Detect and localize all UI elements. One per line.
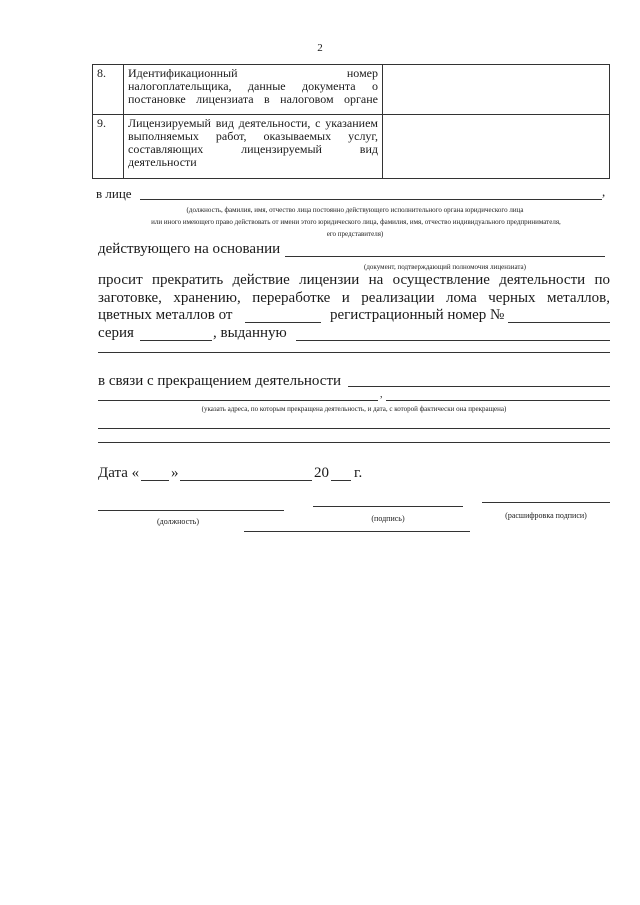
termination-hint: (указать адреса, по которым прекращена деятельность, и дата, с которой фактически она прекращена) (201, 405, 507, 413)
position-hint: (должность) (157, 517, 199, 526)
termination-field-3[interactable] (98, 428, 610, 429)
page-number: 2 (317, 42, 323, 54)
in-person-comma: , (602, 184, 606, 199)
date-year-suffix: г. (354, 465, 363, 481)
termination-field-2b[interactable] (386, 400, 610, 401)
registration-number-field[interactable] (508, 322, 610, 323)
table-row (93, 115, 610, 179)
date-year-prefix: 20 (314, 465, 329, 481)
request-line-3b: регистрационный номер № (330, 307, 505, 323)
signature-extra-line[interactable] (244, 531, 470, 532)
in-person-hint-1: (должность, фамилия, имя, отчество лица постоянно действующего исполнительного органа юридического лица (186, 206, 524, 214)
row-description: Идентификационный номер налогоплательщика, данные документа о постановке лицензиата в налоговом органе (124, 65, 383, 115)
series-field[interactable] (140, 340, 212, 341)
position-field[interactable] (98, 510, 284, 511)
acting-basis-label: действующего на основании (98, 241, 281, 257)
acting-basis-field[interactable] (285, 256, 605, 257)
termination-field-4[interactable] (98, 442, 610, 443)
issued-by-field[interactable] (296, 340, 610, 341)
table-row (93, 65, 610, 115)
in-person-hint-2: или иного имеющего право действовать от имени этого юридического лица, фамилия, имя, отчество индивидуального предпринимателя, (151, 218, 561, 226)
signature-decoding-field[interactable] (482, 502, 610, 503)
row-number: 8. (93, 65, 124, 115)
issued-label: , выданную (213, 325, 287, 341)
row-value-cell[interactable] (383, 115, 610, 179)
date-month-field[interactable] (180, 480, 312, 481)
issued-by-continuation[interactable] (98, 352, 610, 353)
license-info-table (92, 64, 610, 179)
date-label: Дата « (98, 465, 140, 481)
acting-basis-hint: (документ, подтверждающий полномочия лицензиата) (364, 263, 526, 271)
row-description: Лицензируемый вид деятельности, с указанием выполняемых работ, оказываемых услуг, составляющих лицензируемый вид деятельности (124, 115, 383, 179)
termination-field-2a[interactable] (98, 400, 378, 401)
in-person-label: в лице (96, 186, 132, 201)
row-value-cell[interactable] (383, 65, 610, 115)
row-number: 9. (93, 115, 124, 179)
request-line-2: заготовке, хранению, переработке и реализации лома черных металлов, (98, 290, 610, 306)
termination-comma: , (380, 389, 383, 400)
series-label: серия (98, 325, 134, 341)
date-year-field[interactable] (331, 480, 351, 481)
termination-field[interactable] (348, 386, 610, 387)
signature-field[interactable] (313, 506, 463, 507)
date-day-field[interactable] (141, 480, 169, 481)
signature-hint: (подпись) (371, 514, 405, 523)
license-date-field[interactable] (245, 322, 321, 323)
termination-label: в связи с прекращением деятельности (98, 373, 342, 389)
request-line-3a: цветных металлов от (98, 307, 233, 323)
in-person-hint-3: его представителя) (326, 230, 384, 238)
in-person-field[interactable] (140, 199, 602, 200)
date-quote-close: » (171, 465, 179, 481)
request-line-1: просит прекратить действие лицензии на осуществление деятельности по (98, 272, 610, 288)
signature-decoding-hint: (расшифровка подписи) (505, 511, 587, 520)
